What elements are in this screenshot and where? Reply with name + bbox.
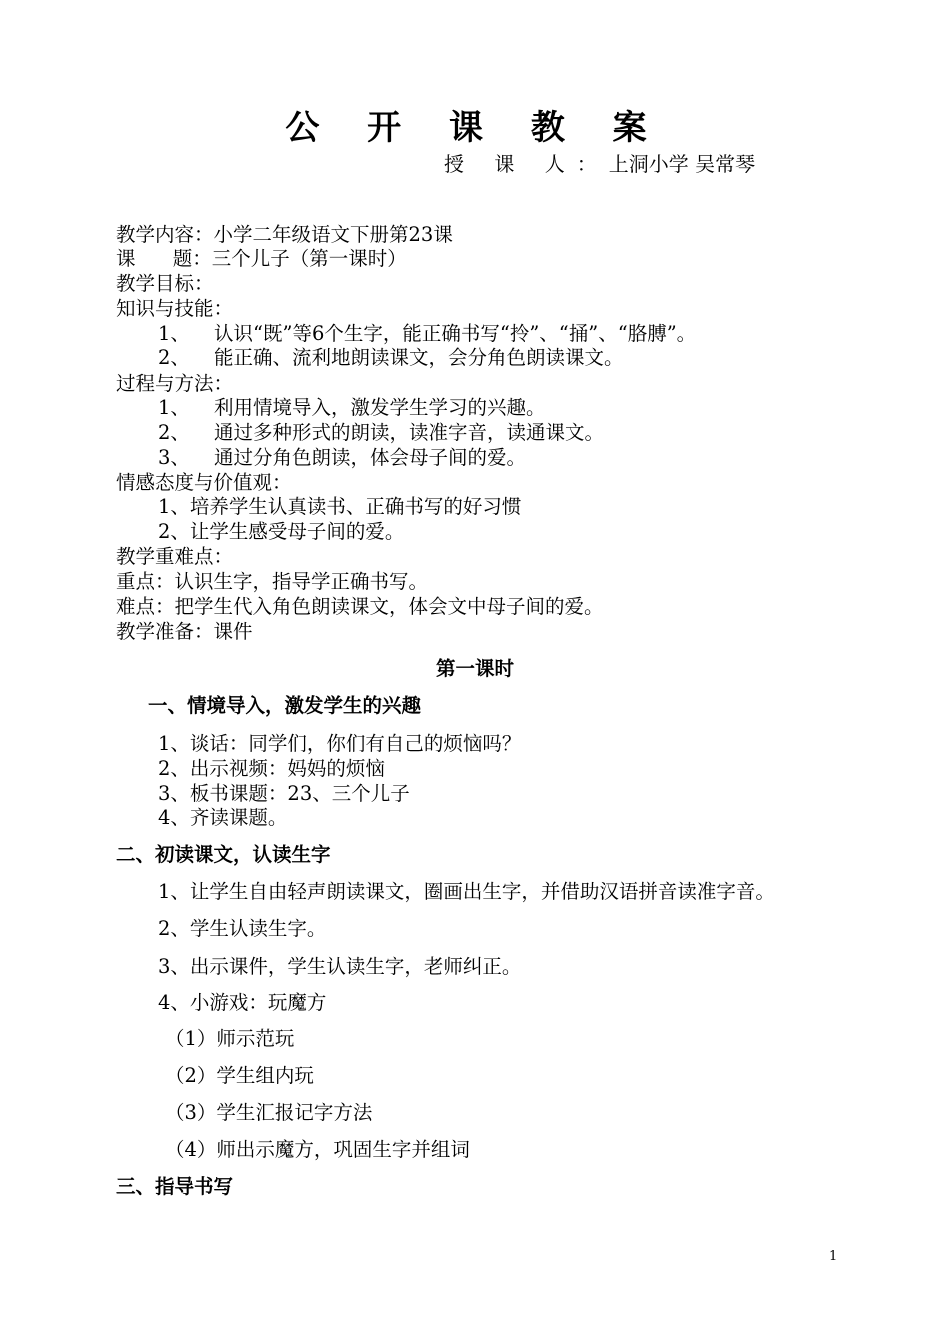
topic-line: [116, 247, 407, 271]
section-heading: 三、指导书写: [116, 1175, 234, 1198]
prep-line: 教学准备：课件: [116, 620, 253, 643]
sub-item: （3）学生汇报记字方法: [165, 1101, 373, 1124]
document-title: 公 开 课 教 案: [285, 108, 665, 148]
process-heading: 过程与方法：: [116, 372, 234, 395]
list-item: 4、小游戏：玩魔方: [158, 991, 327, 1014]
process-item: [158, 421, 604, 445]
key-heading: 教学重难点：: [116, 545, 234, 568]
item-number: 1、: [158, 396, 190, 419]
list-item: 2、学生认读生字。: [158, 917, 327, 940]
knowledge-heading: 知识与技能：: [116, 297, 234, 320]
goals-heading: 教学目标：: [116, 272, 214, 295]
item-number: 2、: [158, 421, 190, 444]
process-item: [158, 446, 526, 470]
process-item: [158, 396, 546, 420]
item-text: 通过多种形式的朗读，读准字音，读通课文。: [214, 421, 605, 444]
focus-line: 重点：认识生字，指导学正确书写。: [116, 570, 429, 593]
author-value: 上洞小学 吴常琴: [608, 152, 756, 176]
item-text: 认识“既”等6个生字，能正确书写“拎”、“捅”、“胳膊”。: [214, 322, 697, 345]
section-heading: 一、情境导入，激发学生的兴趣: [148, 694, 422, 717]
list-item: 3、板书课题：23、三个儿子: [158, 782, 410, 805]
sub-item: （1）师示范玩: [165, 1027, 295, 1050]
content-line: 教学内容：小学二年级语文下册第23课: [116, 223, 453, 246]
list-item: 2、出示视频：妈妈的烦恼: [158, 757, 385, 780]
topic-label: 课 题：: [116, 247, 212, 270]
item-text: 利用情境导入，激发学生学习的兴趣。: [214, 396, 546, 419]
sub-item: （4）师出示魔方，巩固生字并组词: [165, 1138, 470, 1161]
emotion-item: 2、让学生感受母子间的爱。: [158, 520, 405, 543]
section-heading: 二、初读课文，认读生字: [116, 843, 331, 866]
item-number: 3、: [158, 446, 190, 469]
knowledge-item: [158, 346, 624, 370]
lesson-title: 第一课时: [435, 657, 514, 680]
page-number: 1: [829, 1249, 838, 1264]
emotion-heading: 情感态度与价值观：: [116, 471, 292, 494]
item-number: 2、: [158, 346, 190, 369]
knowledge-item: [158, 322, 696, 346]
difficulty-line: 难点：把学生代入角色朗读课文，体会文中母子间的爱。: [116, 595, 604, 618]
list-item: 1、让学生自由轻声朗读课文，圈画出生字，并借助汉语拼音读准字音。: [158, 880, 775, 903]
item-text: 能正确、流利地朗读课文，会分角色朗读课文。: [214, 346, 624, 369]
emotion-item: 1、培养学生认真读书、正确书写的好习惯: [158, 495, 522, 518]
sub-item: （2）学生组内玩: [165, 1064, 314, 1087]
item-text: 通过分角色朗读，体会母子间的爱。: [214, 446, 527, 469]
topic-value: 三个儿子（第一课时）: [211, 247, 407, 270]
author-line: [444, 148, 755, 177]
list-item: 4、齐读课题。: [158, 806, 288, 829]
item-number: 1、: [158, 322, 190, 345]
author-label: 授 课 人：: [444, 152, 609, 176]
list-item: 1、谈话：同学们，你们有自己的烦恼吗？: [158, 732, 522, 755]
list-item: 3、出示课件，学生认读生字，老师纠正。: [158, 955, 522, 978]
